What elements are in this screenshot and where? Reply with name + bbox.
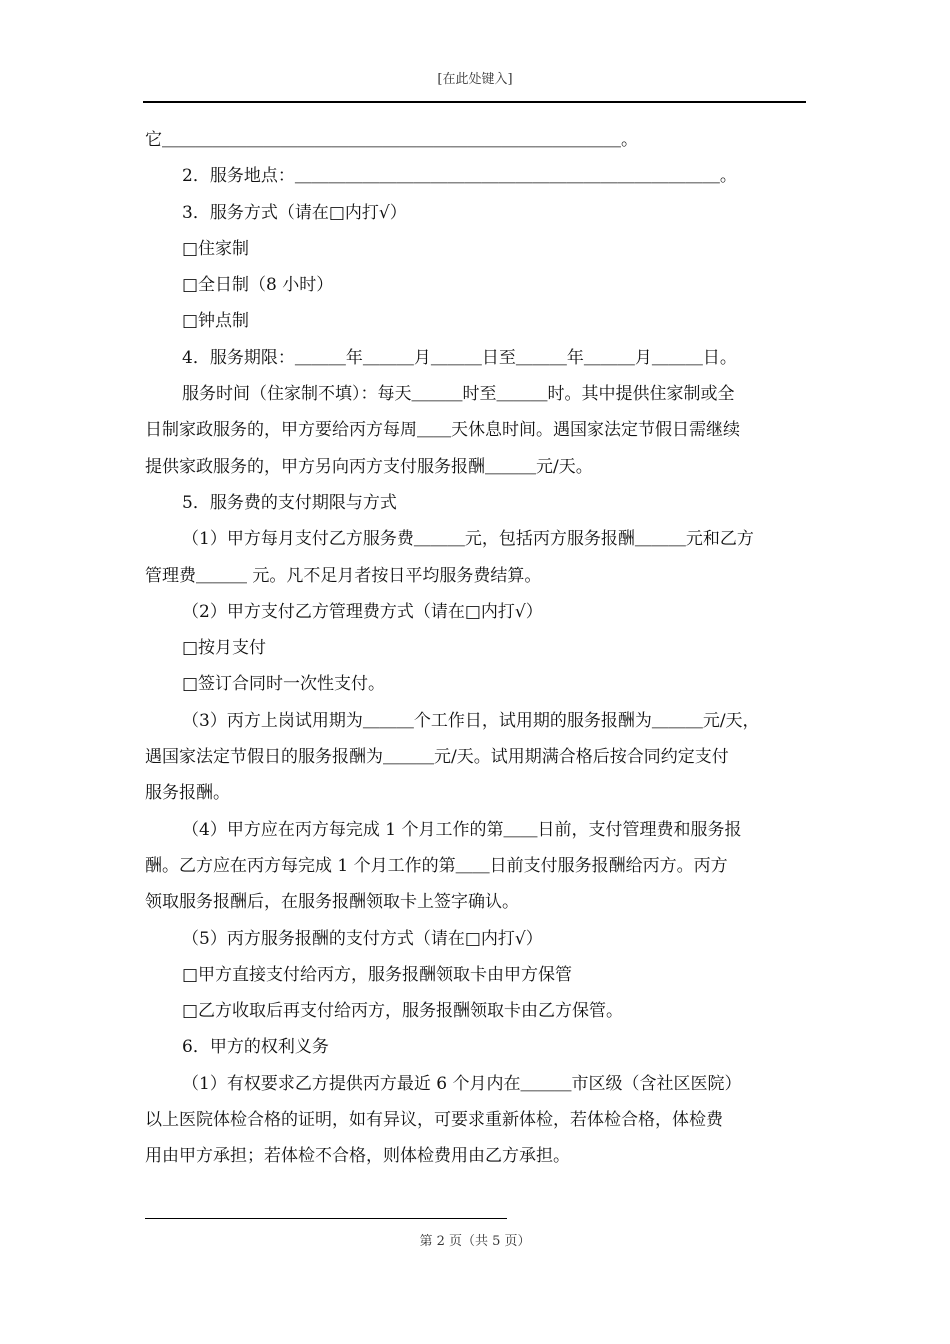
text-line: （4）甲方应在丙方每完成 1 个月工作的第＿＿日前，支付管理费和服务报 <box>182 819 742 840</box>
page-number: 第 2 页（共 5 页） <box>419 1234 531 1249</box>
section-party-a-rights: 6．甲方的权利义务 <box>182 1037 329 1058</box>
text-line: 用由甲方承担；若体检不合格，则体检费用由乙方承担。 <box>145 1146 570 1167</box>
checkbox-option: □乙方收取后再支付给丙方，服务报酬领取卡由乙方保管。 <box>182 1001 624 1022</box>
checkbox-option: □全日制（8 小时） <box>182 275 334 296</box>
text-line: 领取服务报酬后，在服务报酬领取卡上签字确认。 <box>145 892 519 913</box>
checkbox-option: □按月支付 <box>182 638 267 659</box>
footer-rule <box>145 1218 507 1219</box>
text-line: （1）有权要求乙方提供丙方最近 6 个月内在＿＿＿市区级（含社区医院） <box>182 1073 742 1094</box>
text-line: （1）甲方每月支付乙方服务费＿＿＿元，包括丙方服务报酬＿＿＿元和乙方 <box>182 529 754 550</box>
text-line: 遇国家法定节假日的服务报酬为＿＿＿元/天。试用期满合格后按合同约定支付 <box>145 747 729 768</box>
checkbox-option: □甲方直接支付给丙方，服务报酬领取卡由甲方保管 <box>182 964 573 985</box>
text-line: 以上医院体检合格的证明，如有异议，可要求重新体检，若体检合格，体检费 <box>145 1110 723 1131</box>
page-header: [在此处键入] <box>437 72 513 87</box>
text-line: （5）丙方服务报酬的支付方式（请在□内打√） <box>182 928 543 949</box>
header-rule <box>143 101 806 103</box>
text-line: 服务报酬。 <box>145 783 230 804</box>
text-line: 日制家政服务的，甲方要给丙方每周＿＿天休息时间。遇国家法定节假日需继续 <box>145 420 740 441</box>
document-body <box>145 122 807 1175</box>
checkbox-option: □签订合同时一次性支付。 <box>182 674 386 695</box>
text-line: 酬。乙方应在丙方每完成 1 个月工作的第＿＿日前支付服务报酬给丙方。丙方 <box>145 855 728 876</box>
text-line: （2）甲方支付乙方管理费方式（请在□内打√） <box>182 601 543 622</box>
section-payment: 5．服务费的支付期限与方式 <box>182 492 397 513</box>
section-service-term: 4．服务期限：＿＿＿年＿＿＿月＿＿＿日至＿＿＿年＿＿＿月＿＿＿日。 <box>182 347 737 368</box>
text-line: 管理费＿＿＿ 元。凡不足月者按日平均服务费结算。 <box>145 565 542 586</box>
checkbox-option: □钟点制 <box>182 311 250 332</box>
text-line: 服务时间（住家制不填）：每天＿＿＿时至＿＿＿时。其中提供住家制或全 <box>182 384 735 405</box>
text-line: （3）丙方上岗试用期为＿＿＿个工作日，试用期的服务报酬为＿＿＿元/天， <box>182 710 760 731</box>
section-service-location: 2．服务地点：＿＿＿＿＿＿＿＿＿＿＿＿＿＿＿＿＿＿＿＿＿＿＿＿＿。 <box>182 166 737 187</box>
checkbox-option: □住家制 <box>182 238 250 259</box>
text-line: 它＿＿＿＿＿＿＿＿＿＿＿＿＿＿＿＿＿＿＿＿＿＿＿＿＿＿＿。 <box>145 130 638 150</box>
section-service-mode: 3．服务方式（请在□内打√） <box>182 202 407 223</box>
text-line: 提供家政服务的，甲方另向丙方支付服务报酬＿＿＿元/天。 <box>145 456 593 477</box>
